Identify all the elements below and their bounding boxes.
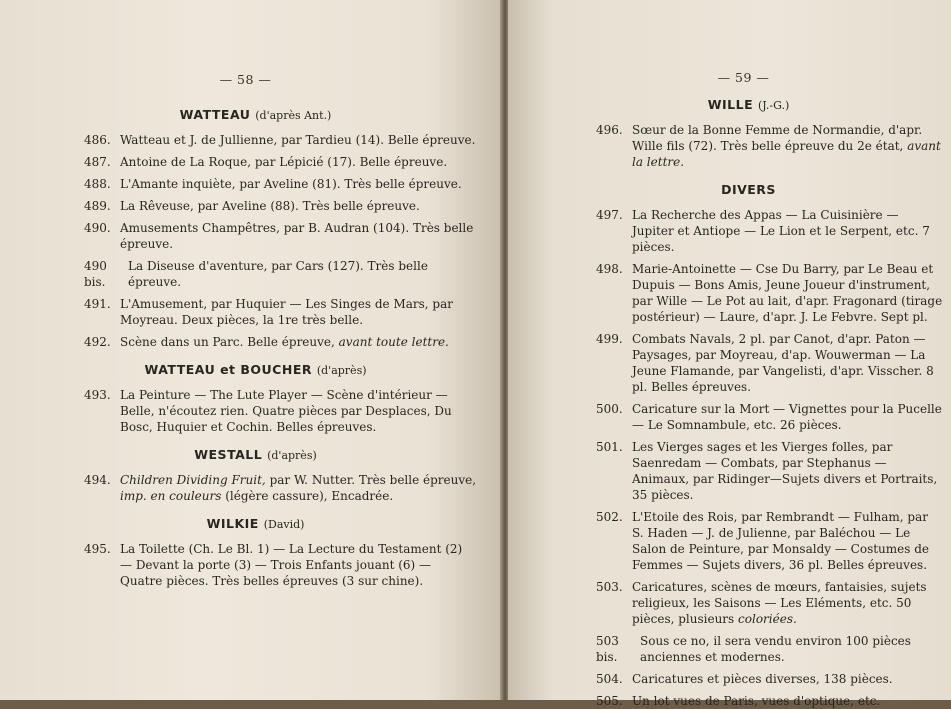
lot-number: 503. (596, 580, 623, 594)
artist-name: WESTALL (194, 447, 263, 462)
lot-italic: coloriées. (738, 612, 797, 626)
lot-text: Scène dans un Parc. Belle épreuve, (120, 335, 335, 349)
catalog-entry (84, 154, 477, 170)
catalog-entry (596, 693, 951, 709)
lot-number: 486. (84, 133, 111, 147)
lot-italic: avant la lettre. (632, 139, 941, 169)
lot-description (632, 331, 943, 395)
catalog-entry (84, 176, 477, 192)
catalog-entry (596, 579, 951, 627)
lot-text: Marie-Antoinette — Cse Du Barry, par Le Beau et Dupuis — Bons Amis, Jeune Joueur d'instrument, par Wille — Le Pot au lait, d'apr. Fragonard (tirage postérieur) — Laure, d'apr. J. Le Febvre. Sept pl. (632, 262, 943, 324)
lot-description (120, 132, 477, 148)
artist-name: DIVERS (721, 182, 776, 197)
catalog-entry (84, 258, 477, 290)
lot-description (120, 472, 477, 504)
lot-text: Un lot vues de Paris, vues d'optique, etc. (632, 694, 881, 708)
lot-number: 493. (84, 388, 111, 402)
lot-text: L'Etoile des Rois, par Rembrandt — Fulham, par S. Haden — J. de Julienne, par Baléchou — Le Salon de Peinture, par Monsaldy — Costumes de Femmes — Sujets divers, 36 pl. Belles épreuves. (632, 510, 930, 572)
section-heading (596, 97, 951, 112)
lot-text: Les Vierges sages et les Vierges folles, par Saenredam — Combats, par Stephanus — Animaux, par Ridinger—Sujets divers et Portraits, 35 pièces. (632, 440, 938, 502)
section-heading (84, 107, 477, 122)
lot-number: 487. (84, 155, 111, 169)
artist-note: (David) (263, 518, 305, 531)
section-heading (84, 516, 477, 531)
left-sections (84, 107, 477, 589)
lot-description (120, 296, 477, 328)
lot-text: Sous ce no, il sera vendu environ 100 pièces anciennes et modernes. (640, 634, 911, 664)
lot-description (120, 198, 477, 214)
right-sections (596, 97, 951, 709)
lot-title-italic: Children Dividing Fruit, (120, 473, 266, 487)
lot-italic: imp. en couleurs (120, 489, 222, 503)
catalog-entry (596, 331, 951, 395)
lot-number: 505. (596, 694, 623, 708)
lot-text: Caricature sur la Mort — Vignettes pour la Pucelle — Le Somnambule, etc. 26 pièces. (632, 402, 942, 432)
catalog-entry (596, 401, 951, 433)
lot-text: Amusements Champêtres, par B. Audran (104). Très belle épreuve. (120, 221, 474, 251)
lot-description (632, 509, 943, 573)
catalog-entry (596, 439, 951, 503)
catalog-entry (84, 541, 477, 589)
lot-text: La Recherche des Appas — La Cuisinière — Jupiter et Antiope — Le Lion et le Serpent, etc. 7 pièces. (632, 208, 930, 254)
lot-text: La Rêveuse, par Aveline (88). Très belle épreuve. (120, 199, 420, 213)
lot-text: La Toilette (Ch. Le Bl. 1) — La Lecture du Testament (2) — Devant la porte (3) — Trois Enfants jouant (6) — Quatre pièces. Très belles épreuves (3 sur chine). (120, 542, 463, 588)
catalog-entry (84, 472, 477, 504)
lot-text: Antoine de La Roque, par Lépicié (17). Belle épreuve. (120, 155, 448, 169)
lot-description (632, 122, 943, 170)
lot-number: 497. (596, 208, 623, 222)
page-number: — 58 — (219, 72, 272, 87)
lot-description (120, 154, 477, 170)
artist-name: WILKIE (206, 516, 259, 531)
lot-description (632, 207, 943, 255)
catalog-entry (84, 296, 477, 328)
lot-number: 491. (84, 297, 111, 311)
lot-description (120, 541, 477, 589)
artist-name: WATTEAU (179, 107, 251, 122)
lot-number: 499. (596, 332, 623, 346)
catalog-entry (596, 261, 951, 325)
lot-italic: avant toute lettre. (338, 335, 449, 349)
page-number: — 59 — (717, 70, 770, 85)
catalog-entry (596, 122, 951, 170)
lot-text: Sœur de la Bonne Femme de Normandie, d'apr. Wille fils (72). Très belle épreuve du 2e état, (632, 123, 923, 153)
lot-number: 492. (84, 335, 111, 349)
lot-description (632, 671, 943, 687)
lot-number: 501. (596, 440, 623, 454)
lot-text: par W. Nutter. Très belle épreuve, (269, 473, 477, 487)
catalog-entry (596, 633, 951, 665)
lot-description (632, 579, 943, 627)
lot-text: L'Amusement, par Huquier — Les Singes de Mars, par Moyreau. Deux pièces, la 1re très belle. (120, 297, 453, 327)
section-heading (596, 182, 951, 197)
lot-text: L'Amante inquiète, par Aveline (81). Très belle épreuve. (120, 177, 462, 191)
lot-number: 500. (596, 402, 623, 416)
lot-text-tail: (légère cassure), Encadrée. (225, 489, 394, 503)
lot-description (128, 258, 477, 290)
catalog-entry (84, 220, 477, 252)
artist-note: (d'après Ant.) (255, 109, 332, 122)
lot-number: 498. (596, 262, 623, 276)
section-heading (84, 447, 477, 462)
lot-number: 503 bis. (596, 634, 619, 664)
lot-number: 488. (84, 177, 111, 191)
artist-name: WATTEAU et BOUCHER (144, 362, 312, 377)
lot-description (640, 633, 943, 665)
catalog-entry (596, 207, 951, 255)
lot-description (120, 176, 477, 192)
lot-description (120, 387, 477, 435)
catalog-entry (84, 198, 477, 214)
lot-text: Caricatures et pièces diverses, 138 pièces. (632, 672, 893, 686)
lot-number: 490. (84, 221, 111, 235)
section-heading (84, 362, 477, 377)
lot-number: 496. (596, 123, 623, 137)
catalog-entry (596, 509, 951, 573)
right-page (508, 0, 951, 708)
lot-number: 494. (84, 473, 111, 487)
lot-number: 504. (596, 672, 623, 686)
artist-note: (J.-G.) (758, 99, 790, 112)
lot-number: 502. (596, 510, 623, 524)
catalog-entry (596, 671, 951, 687)
lot-number: 489. (84, 199, 111, 213)
lot-description (632, 261, 943, 325)
lot-description (632, 439, 943, 503)
lot-description (120, 220, 477, 252)
catalog-entry (84, 334, 477, 350)
lot-description (632, 693, 943, 709)
artist-name: WILLE (707, 97, 754, 112)
lot-description (632, 401, 943, 433)
lot-text: Caricatures, scènes de mœurs, fantaisies, sujets religieux, les Saisons — Les Eléments, etc. 50 pièces, plusieurs (632, 580, 927, 626)
artist-note: (d'après) (316, 364, 367, 377)
lot-text: Watteau et J. de Jullienne, par Tardieu (14). Belle épreuve. (120, 133, 476, 147)
lot-text: La Peinture — The Lute Player — Scène d'intérieur — Belle, n'écoutez rien. Quatre pièces par Desplaces, Du Bosc, Huquier et Cochin. Belles épreuves. (120, 388, 452, 434)
catalog-entry (84, 387, 477, 435)
lot-number: 490 bis. (84, 259, 107, 289)
lot-description (120, 334, 477, 350)
lot-number: 495. (84, 542, 111, 556)
lot-text: Combats Navals, 2 pl. par Canot, d'apr. Paton — Paysages, par Moyreau, d'ap. Wouwerman — La Jeune Flamande, par Vangelisti, d'apr. Visscher. 8 pl. Belles épreuves. (632, 332, 934, 394)
catalog-entry (84, 132, 477, 148)
lot-text: La Diseuse d'aventure, par Cars (127). Très belle épreuve. (128, 259, 428, 289)
artist-note: (d'après) (267, 449, 317, 462)
